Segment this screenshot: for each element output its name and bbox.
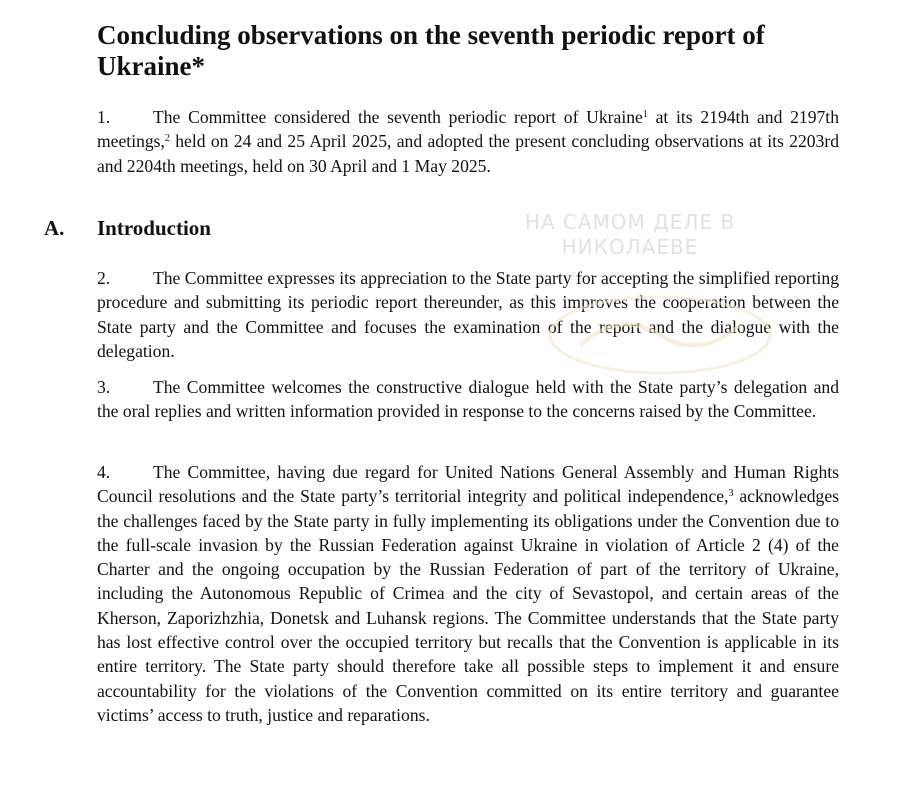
footnote-marker[interactable]: 2: [164, 133, 170, 145]
paragraph-number: 2.: [97, 268, 111, 288]
paragraph-number: 3.: [97, 377, 111, 397]
footnote-marker[interactable]: 3: [728, 488, 734, 500]
paragraph-number: 1.: [97, 107, 111, 127]
watermark-line: НИКОЛАЕВЕ: [561, 235, 699, 259]
paragraph-text: held on 24 and 25 April 2025, and adopted the present concluding observations at its 2203rd and 2204th meetings, held on 30 April and 1 May 2025.: [97, 131, 839, 176]
paragraph-text: The Committee welcomes the constructive dialogue held with the State party’s delegation and the oral replies and written information provided in response to the concerns raised by the Committee.: [97, 377, 839, 422]
watermark: [500, 210, 760, 260]
paragraph-3: [97, 375, 839, 424]
paragraph-text: The Committee considered the seventh periodic report of Ukraine: [153, 107, 643, 127]
footnote-marker[interactable]: 1: [642, 109, 648, 120]
section-heading: Introduction: [97, 216, 211, 240]
paragraph-number: 4.: [97, 462, 111, 482]
paragraph-text: The Committee expresses its appreciation to the State party for accepting the simplified reporting procedure and submitting its periodic report thereunder, as this improves the cooperation between the State party and the Committee and focuses the examination of the report and the dialogue with the delegation.: [97, 268, 839, 361]
paragraph-text: at its 2194th and 2197th meetings,: [97, 107, 839, 152]
document-title: Concluding observations on the seventh periodic report of Ukraine*: [97, 20, 765, 81]
watermark-line: НА САМОМ ДЕЛЕ В: [524, 210, 736, 234]
paragraph-2: [97, 266, 839, 363]
paragraph-4: [97, 460, 839, 727]
paragraph-text: acknowledges the challenges faced by the State party in fully implementing its obligations under the Convention due to the full-scale invasion by the Russian Federation against Ukraine in violation of Article 2 (4) of the Charter and the ongoing occupation by the Russian Federation of part of the territory of Ukraine, including the Autonomous Republic of Crimea and the city of Sevastopol, and certain areas of the Kherson, Zaporizhzhia, Donetsk and Luhansk regions. The Committee understands that the State party has lost effective control over the occupied territory but recalls that the Convention is applicable in its entire territory. The State party should therefore take all possible steps to implement it and ensure accountability for the violations of the Convention committed on its entire territory and guarantee victims’ access to truth, justice and reparations.: [97, 486, 840, 725]
paragraph-text: The Committee, having due regard for United Nations General Assembly and Human Rights Council resolutions and the State party’s territorial integrity and political independence,: [97, 462, 839, 507]
paragraph-1: [97, 105, 839, 178]
section-letter: A.: [44, 216, 65, 240]
